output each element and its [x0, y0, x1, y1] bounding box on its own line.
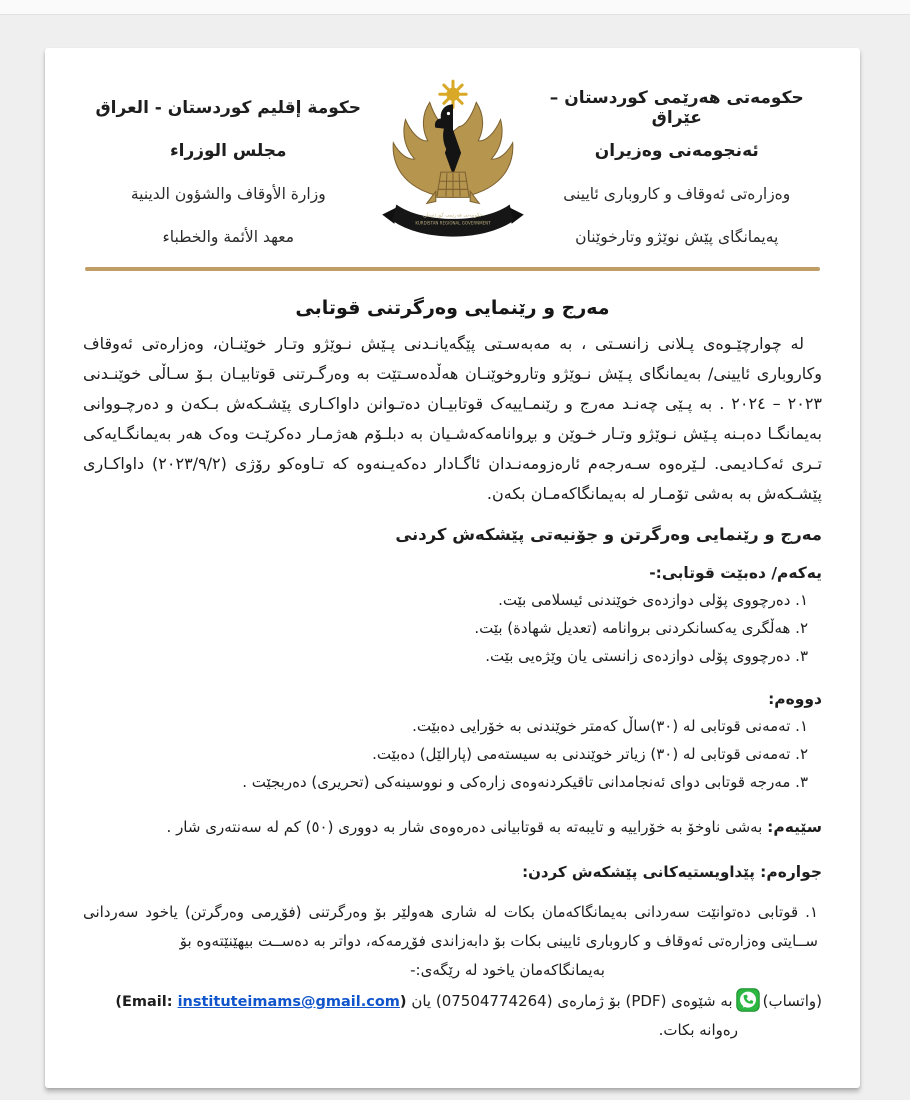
- list-item: ٣. دەرچووی پۆلی دوازدەی زانستی یان وێژەیی بێت.: [485, 647, 808, 665]
- contact-line: [83, 986, 822, 1017]
- sun-core: [446, 88, 459, 101]
- list-item: ٢. تەمەنی قوتابی لە (٣٠) زیاتر خوێندنی بە سیستەمی (پارالێل) دەبێت.: [372, 745, 808, 763]
- list-item: ٢. هەڵگری یەکسانکردنی بروانامە (تعدیل شهادة) بێت.: [474, 619, 808, 637]
- kurdish-institute-line: پەیمانگای پێش نوێژو وتارخوێنان: [575, 227, 779, 246]
- whatsapp-label: (واتساب): [762, 992, 822, 1010]
- second-list: [83, 712, 822, 796]
- arabic-gov-line: حكومة إقليم كوردستان - العراق: [95, 97, 362, 118]
- closing-line: رەوانە بکات.: [658, 1021, 738, 1039]
- document-body: [83, 297, 822, 1039]
- fourth-item-1: ١. قوتابی دەتوانێت سەردانی بەیمانگاکەمان بکات لە شاری هەولێر بۆ وەرگرتنی (فۆڕمی وەرگرتن) یاخود سەردانی ســایتی وەزارەتی ئەوقاف و کاروباری ئایینی بکات بۆ دابەزاندی فۆڕمەکە، دواتر بە دەســت بیهێنێتەوە بۆ: [83, 903, 818, 950]
- email-paren-open: (: [115, 994, 122, 1010]
- email-paren-close: ): [399, 994, 407, 1010]
- ribbon-text-kurdish: حکومەتی هەرێمی کوردستان: [422, 212, 483, 219]
- arabic-institute-line: معهد الأئمة والخطباء: [162, 227, 295, 246]
- kurdish-gov-line: حکومەتی هەرێمی کوردستان – عێراق: [549, 87, 804, 128]
- email-link[interactable]: instituteimams@gmail.com: [177, 994, 400, 1010]
- document-page: [45, 48, 860, 1088]
- kurdish-council-line: ئەنجومەنی وەزیران: [594, 140, 759, 161]
- section-first-heading: یەکەم/ دەبێت قوتابی:-: [649, 564, 822, 582]
- email-label: Email:: [121, 994, 173, 1010]
- krg-emblem: [374, 74, 532, 250]
- arabic-ministry-line: وزارة الأوقاف والشؤون الدينية: [130, 184, 326, 203]
- section-fourth-line: [83, 859, 822, 886]
- list-item: ٣. مەرجە قوتابی دوای ئەنجامدانی تاقیکردنەوەی زارەکی و نووسینەکی (تحریری) دەربجێت .: [242, 773, 808, 791]
- arabic-council-line: مجلس الوزراء: [169, 140, 287, 161]
- section-conditions-title: مەرج و رێنمایی وەرگرتن و جۆنیەتی پێشکەش کردنی: [395, 525, 822, 544]
- gold-divider: [85, 267, 820, 271]
- ribbon-text-english: KURDISTAN REGIONAL GOVERNMENT: [414, 220, 491, 226]
- list-item: ١. تەمەنی قوتابی لە (٣٠)ساڵ کەمتر خوێندنی بە خۆرایی دەبێت.: [412, 717, 808, 735]
- section-third-text: بەشی ناوخۆ بە خۆراییە و تایبەتە بە قوتابیانی دەرەوەی شار بە دووری (٥٠) کم لە سەنتەری شار .: [166, 818, 763, 836]
- letterhead-kurdish-column: [532, 74, 823, 258]
- list-item: ١. دەرچووی پۆلی دوازدەی خوێندنی ئیسلامی بێت.: [498, 591, 808, 609]
- section-fourth-text: پێداویستیەکانی پێشکەش کردن:: [522, 863, 755, 881]
- section-second-heading: دووەم:: [768, 690, 822, 708]
- intro-paragraph: لە چوارچێـوەی پـلانی زانسـتی ، بە مەبەسـتی پێگەیانـدنی پـێش نـوێژو وتـار خوێنـان، وەزارەتی ئەوقاف وکاروباری ئایینی/ بەیمانگای پـێش نـوێژو وتاروخوێنـان هەڵدەسـتێت بە وەرگـرتنی قوتابیـان بـۆ سـاڵی خوێنـدنی ٢٠٢٣ – ٢٠٢٤ . بە پـێی چەنـد مەرج و رێنمـاییەک قوتابیـان دەتـوانن داواکـاری پێشـکەش بـکەن و دەرچـووانی بەیمانگـا دەبـنە پـێش نـوێژو وتـار خـوێن و بڕوانامەکەشـیان بە دبلـۆم هەژمـار دەکرێـت وەک هەر بەیمانگـایەکی تـری ئەکـادیمی. لـێرەوە سـەرجەم ئارەزومەنـدان ئاگـادار دەکەیـنەوە کە تـاوەکو رۆژی (٢٠٢٣/٩/٢) داواکـاری پێشـکەش بە بەشی تۆمـار لە بەیمانگاکەمـان بکەن.: [83, 334, 822, 503]
- email-group: [115, 994, 406, 1010]
- section-third-line: [83, 814, 822, 841]
- section-fourth-lead: جوارەم:: [760, 863, 822, 881]
- letterhead-arabic-column: [83, 74, 374, 258]
- first-list: [83, 586, 822, 670]
- contact-via-text: بە شێوەی (PDF) بۆ ژمارەی (07504774264) یان: [411, 992, 733, 1010]
- kurdish-ministry-line: وەزارەتی ئەوقاف و کاروباری ئایینی: [563, 184, 791, 203]
- letterhead: [83, 74, 822, 258]
- fourth-item-1-tail: بەیمانگاکەمان یاخود لە رێگەی:-: [410, 961, 605, 979]
- ribbon-banner: [382, 204, 524, 236]
- photo-top-edge: [0, 0, 910, 15]
- section-third-lead: سێیەم:: [767, 818, 822, 836]
- krg-eagle-emblem-icon: [377, 74, 529, 250]
- page-title: مەرج و رێنمایی وەرگرتنی قوتابی: [295, 297, 610, 319]
- whatsapp-icon: [736, 988, 760, 1012]
